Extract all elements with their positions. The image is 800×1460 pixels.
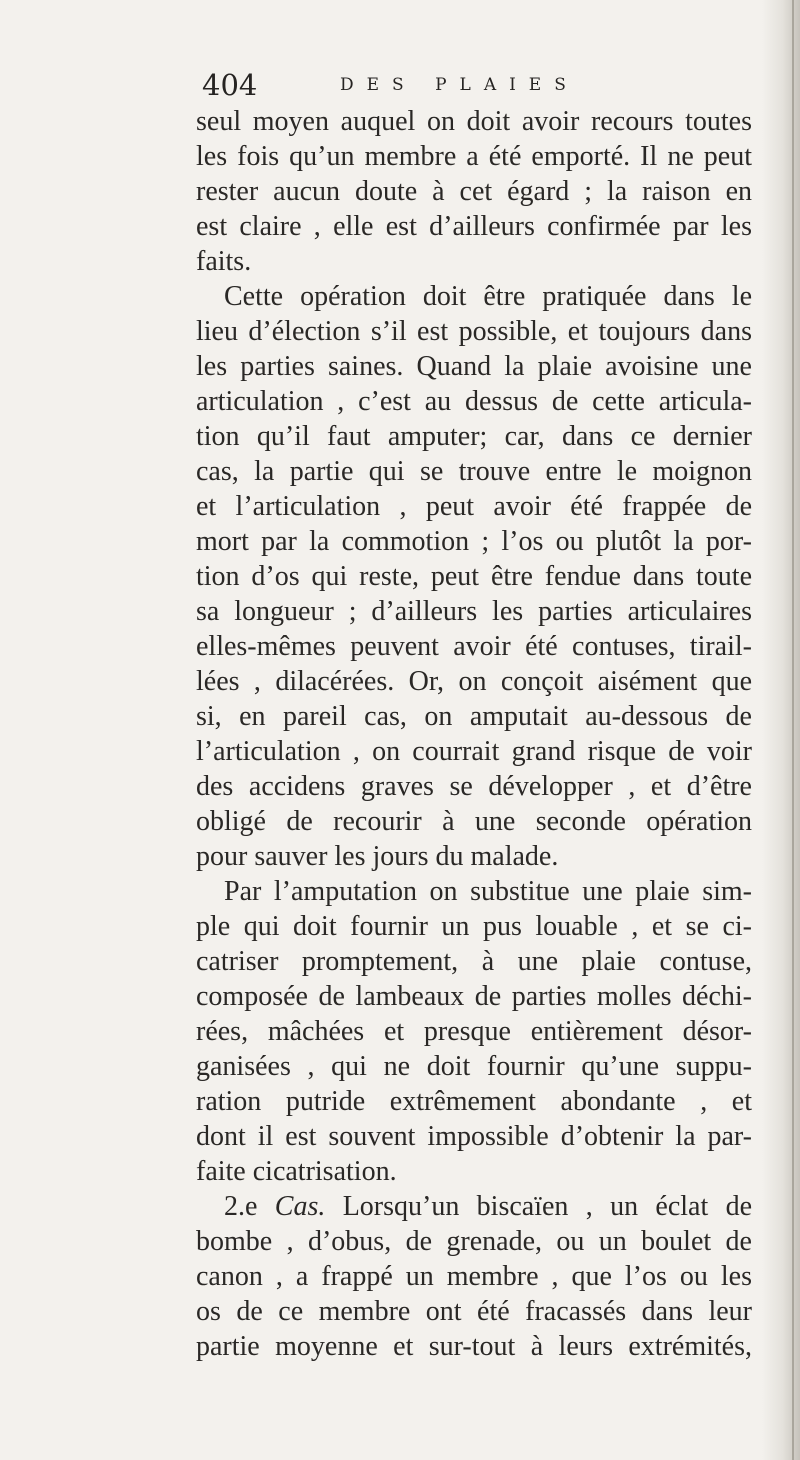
text-line: obligé de recourir à une seconde opération — [196, 806, 752, 837]
text-line: tion qu’il faut amputer; car, dans ce dernier — [196, 421, 752, 452]
text-line: partie moyenne et sur-tout à leurs extrémités, — [196, 1331, 752, 1362]
text-line: cas, la partie qui se trouve entre le moignon — [196, 456, 752, 487]
text-line: os de ce membre ont été fracassés dans leur — [196, 1296, 752, 1327]
text-line: faits. — [196, 246, 252, 277]
text-line: articulation , c’est au dessus de cette articula- — [196, 386, 752, 417]
running-head: DES PLAIES — [340, 75, 579, 95]
text-line: bombe , d’obus, de grenade, ou un boulet de — [196, 1226, 752, 1257]
text-line: les fois qu’un membre a été emporté. Il ne peut — [196, 141, 752, 172]
text-line: Cette opération doit être pratiquée dans le — [224, 281, 752, 312]
text-line: tion d’os qui reste, peut être fendue dans toute — [196, 561, 752, 592]
text-line: et l’articulation , peut avoir été frappée de — [196, 491, 752, 522]
text-line: canon , a frappé un membre , que l’os ou les — [196, 1261, 752, 1292]
text-line: sa longueur ; d’ailleurs les parties articulaires — [196, 596, 752, 627]
text-line: les parties saines. Quand la plaie avoisine une — [196, 351, 752, 382]
text-line: Par l’amputation on substitue une plaie sim- — [224, 876, 752, 907]
text-line: lieu d’élection s’il est possible, et toujours dans — [196, 316, 752, 347]
page-number: 404 — [202, 68, 258, 102]
text-line: l’articulation , on courrait grand risque de voir — [196, 736, 752, 767]
case-label: Cas. — [274, 1191, 326, 1222]
page-header — [202, 68, 702, 102]
text-line: catriser promptement, à une plaie contuse, — [196, 946, 752, 977]
text-line: si, en pareil cas, on amputait au-dessous de — [196, 701, 752, 732]
case-heading-line — [196, 1189, 752, 1224]
text-line: ganisées , qui ne doit fournir qu’une suppu- — [196, 1051, 752, 1082]
text-line: ration putride extrêmement abondante , et — [196, 1086, 752, 1117]
page-edge-line — [792, 0, 794, 1460]
text-line: faite cicatrisation. — [196, 1156, 397, 1187]
text-line: rester aucun doute à cet égard ; la raison en — [196, 176, 752, 207]
text-line: pour sauver les jours du malade. — [196, 841, 559, 872]
text-line: est claire , elle est d’ailleurs confirmée par les — [196, 211, 752, 242]
text-line: seul moyen auquel on doit avoir recours toutes — [196, 106, 752, 137]
text-line: mort par la commotion ; l’os ou plutôt la por- — [196, 526, 752, 557]
page-edge-shadow — [762, 0, 800, 1460]
text-line: composée de lambeaux de parties molles déchi- — [196, 981, 752, 1012]
text-line: lées , dilacérées. Or, on conçoit aisément que — [196, 666, 752, 697]
body-text — [196, 104, 752, 1364]
text-line: des accidens graves se développer , et d’être — [196, 771, 752, 802]
text-line: rées, mâchées et presque entièrement désor- — [196, 1016, 752, 1047]
case-number: 2.e — [224, 1191, 258, 1222]
text-line: dont il est souvent impossible d’obtenir la par- — [196, 1121, 752, 1152]
text-line: ple qui doit fournir un pus louable , et se ci- — [196, 911, 752, 942]
text-line: elles-mêmes peuvent avoir été contuses, tirail- — [196, 631, 752, 662]
case-text: Lorsqu’un biscaïen , un éclat de — [342, 1191, 753, 1222]
